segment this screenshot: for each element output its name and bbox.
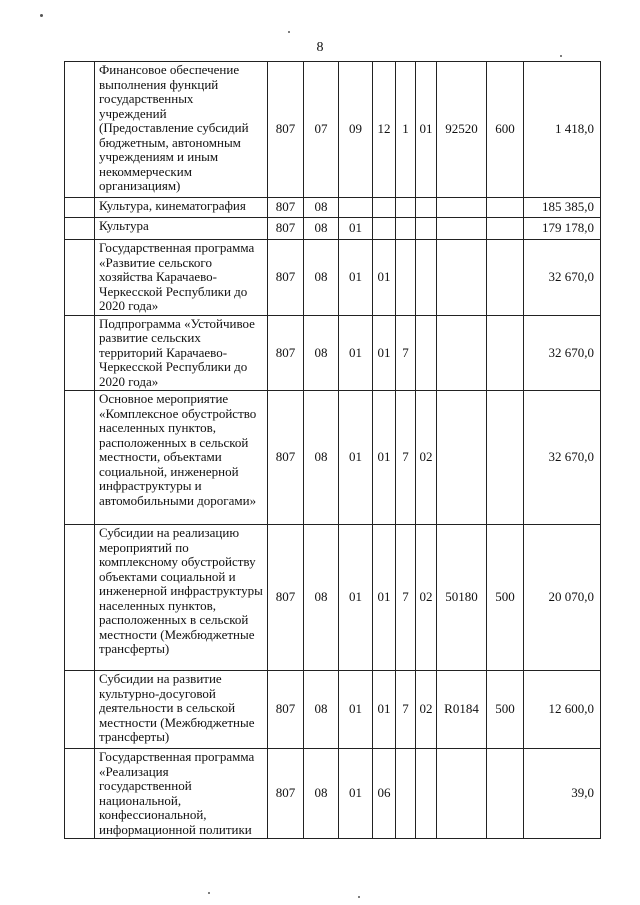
direction-cell [437,315,487,391]
ministry-cell: 807 [268,525,304,671]
expense-name-cell: Основное мероприятие «Комплексное обустройство населенных пунктов, расположенных в сельской местности, объектами социальной, инженерной инфраструктуры и автомобильными дорогами» [95,391,268,525]
activity-cell [416,749,437,839]
scan-speck [40,14,43,17]
expense-type-cell [487,218,524,240]
page-number: 8 [316,40,324,55]
activity-cell: 01 [416,62,437,198]
subsection-cell: 01 [339,218,373,240]
expense-type-cell: 500 [487,671,524,749]
direction-cell [437,240,487,316]
subsection-cell: 01 [339,240,373,316]
row-number-cell [65,240,95,316]
program-cell: 01 [373,391,396,525]
section-cell: 08 [304,218,339,240]
direction-cell [437,218,487,240]
scan-speck [208,892,210,894]
expense-name-cell: Культура, кинематография [95,198,268,218]
activity-cell: 02 [416,391,437,525]
section-cell: 07 [304,62,339,198]
table-row [65,671,601,749]
ministry-cell: 807 [268,749,304,839]
subprogram-cell: 7 [396,671,416,749]
expense-name-cell: Субсидии на реализацию мероприятий по комплексному обустройству объектами социальной и инженерной инфраструктуры населенных пунктов, расположенных в сельской местности (Межбюджетные трансферты) [95,525,268,671]
section-cell: 08 [304,240,339,316]
ministry-cell: 807 [268,218,304,240]
direction-cell: 92520 [437,62,487,198]
expense-name-cell: Финансовое обеспечение выполнения функций государственных учреждений (Предоставление субсидий бюджетным, автономным учреждениям и иным некоммерческим организациям) [95,62,268,198]
expense-type-cell: 500 [487,525,524,671]
amount-cell: 32 670,0 [524,391,601,525]
table-row [65,749,601,839]
program-cell: 12 [373,62,396,198]
direction-cell [437,198,487,218]
row-number-cell [65,525,95,671]
row-number-cell [65,62,95,198]
activity-cell [416,315,437,391]
amount-cell: 179 178,0 [524,218,601,240]
amount-cell: 20 070,0 [524,525,601,671]
expense-name-cell: Субсидии на развитие культурно-досуговой деятельности в сельской местности (Межбюджетные трансферты) [95,671,268,749]
amount-cell: 39,0 [524,749,601,839]
ministry-cell: 807 [268,240,304,316]
row-number-cell [65,198,95,218]
table-row [65,391,601,525]
subsection-cell: 01 [339,671,373,749]
amount-cell: 12 600,0 [524,671,601,749]
subprogram-cell: 7 [396,315,416,391]
section-cell: 08 [304,749,339,839]
table-row [65,240,601,316]
subprogram-cell [396,240,416,316]
direction-cell: 50180 [437,525,487,671]
subsection-cell: 01 [339,525,373,671]
expense-type-cell [487,749,524,839]
expense-name-cell: Государственная программа «Реализация государственной национальной, конфессиональной, информационной политики [95,749,268,839]
subprogram-cell: 7 [396,391,416,525]
program-cell: 06 [373,749,396,839]
table-row [65,198,601,218]
subprogram-cell [396,749,416,839]
budget-table [64,61,601,839]
table-row [65,315,601,391]
subsection-cell: 01 [339,315,373,391]
expense-type-cell: 600 [487,62,524,198]
program-cell: 01 [373,315,396,391]
expense-type-cell [487,240,524,316]
subprogram-cell: 7 [396,525,416,671]
amount-cell: 1 418,0 [524,62,601,198]
subsection-cell: 01 [339,391,373,525]
row-number-cell [65,749,95,839]
direction-cell: R0184 [437,671,487,749]
ministry-cell: 807 [268,671,304,749]
section-cell: 08 [304,315,339,391]
activity-cell: 02 [416,671,437,749]
expense-name-cell: Подпрограмма «Устойчивое развитие сельских территорий Карачаево-Черкесской Республики до 2020 года» [95,315,268,391]
table-row [65,218,601,240]
subsection-cell: 01 [339,749,373,839]
scan-speck [358,896,360,898]
subsection-cell [339,198,373,218]
activity-cell [416,198,437,218]
section-cell: 08 [304,198,339,218]
subsection-cell: 09 [339,62,373,198]
subprogram-cell [396,218,416,240]
direction-cell [437,749,487,839]
section-cell: 08 [304,671,339,749]
program-cell [373,218,396,240]
amount-cell: 32 670,0 [524,240,601,316]
program-cell: 01 [373,671,396,749]
ministry-cell: 807 [268,391,304,525]
expense-type-cell [487,391,524,525]
expense-name-cell: Государственная программа «Развитие сельского хозяйства Карачаево-Черкесской Республики до 2020 года» [95,240,268,316]
program-cell: 01 [373,525,396,671]
ministry-cell: 807 [268,62,304,198]
expense-type-cell [487,315,524,391]
activity-cell: 02 [416,525,437,671]
scan-speck [288,31,290,33]
amount-cell: 32 670,0 [524,315,601,391]
activity-cell [416,240,437,316]
row-number-cell [65,391,95,525]
row-number-cell [65,315,95,391]
ministry-cell: 807 [268,198,304,218]
section-cell: 08 [304,391,339,525]
subprogram-cell [396,198,416,218]
expense-name-cell: Культура [95,218,268,240]
program-cell [373,198,396,218]
program-cell: 01 [373,240,396,316]
subprogram-cell: 1 [396,62,416,198]
table-row [65,525,601,671]
section-cell: 08 [304,525,339,671]
row-number-cell [65,671,95,749]
amount-cell: 185 385,0 [524,198,601,218]
direction-cell [437,391,487,525]
table-row [65,62,601,198]
expense-type-cell [487,198,524,218]
activity-cell [416,218,437,240]
row-number-cell [65,218,95,240]
ministry-cell: 807 [268,315,304,391]
scan-speck [560,55,562,57]
